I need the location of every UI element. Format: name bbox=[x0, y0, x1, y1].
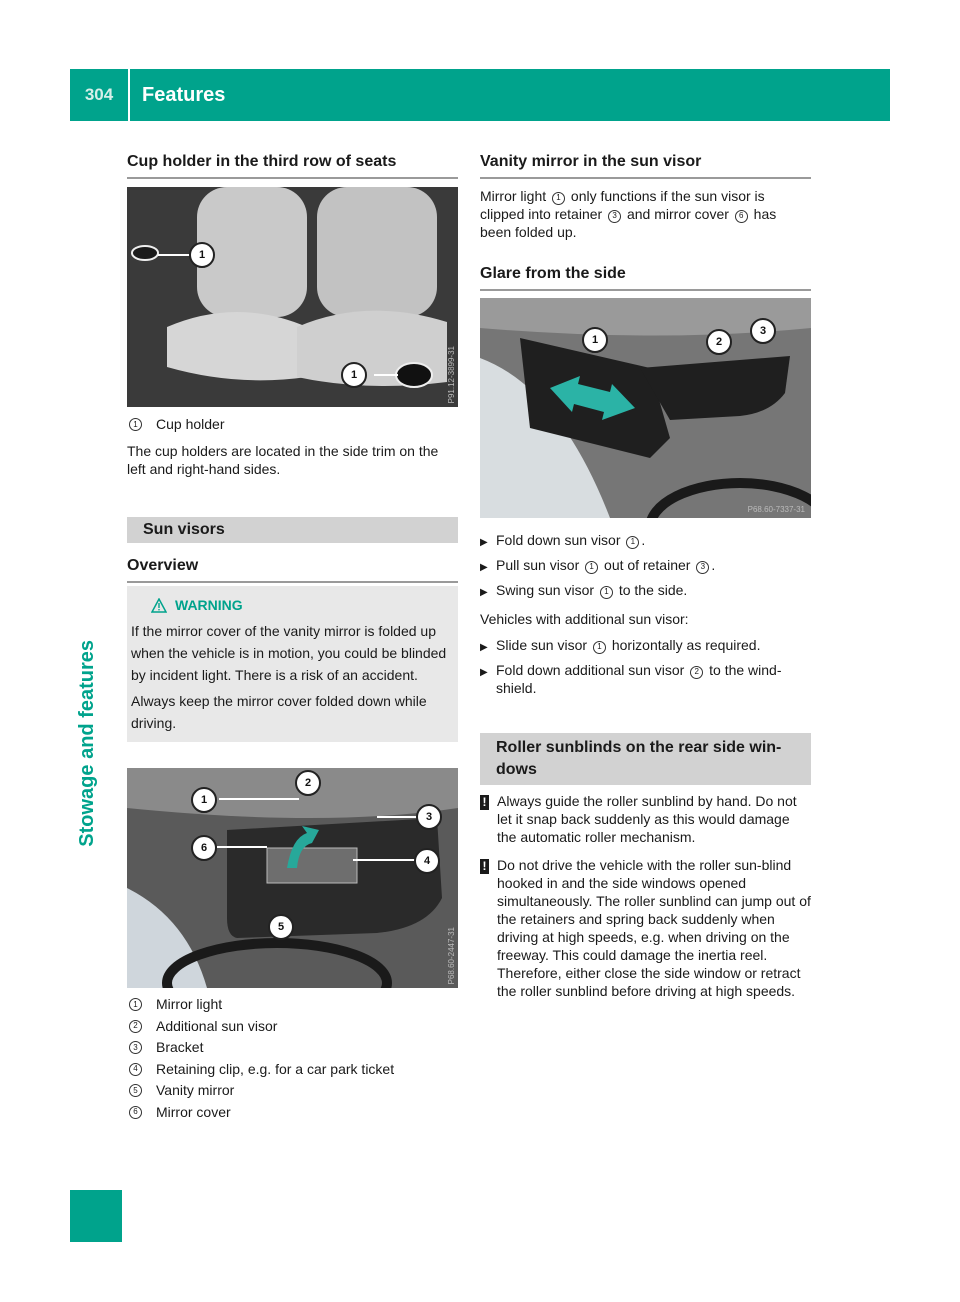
warning-text-2: Always keep the mirror cover folded down while driving. bbox=[131, 693, 427, 731]
glare-heading: Glare from the side bbox=[480, 265, 811, 291]
roller-sunblinds-band: Roller sunblinds on the rear side win-dows bbox=[480, 733, 811, 785]
ref-number: 1 bbox=[585, 561, 598, 574]
legend-text: Mirror cover bbox=[156, 1103, 231, 1120]
step-item bbox=[480, 531, 811, 552]
callout-2: 2 bbox=[706, 329, 732, 355]
callout-4: 4 bbox=[414, 848, 440, 874]
ref-number: 1 bbox=[626, 536, 639, 549]
image-code: P68.60-2447-31 bbox=[447, 926, 456, 984]
note-item bbox=[480, 792, 811, 846]
note-text: Do not drive the vehicle with the roller sun-blind hooked in and the side windows opened simultaneously. The roller sunblind can jump out of the retainers and spring back suddenly when driving at high speeds, e.g. when driving on the freeway. This could damage the inertia reel. Therefore, either close the side window or retract the roller sunblind before driving at high speeds. bbox=[497, 857, 811, 999]
cup-holder-legend bbox=[127, 414, 225, 436]
callout-1: 1 bbox=[582, 327, 608, 353]
legend-text: Mirror light bbox=[156, 996, 223, 1012]
sun-visors-band: Sun visors bbox=[127, 517, 458, 543]
sun-visor-illustration bbox=[127, 768, 458, 988]
warning-title bbox=[127, 594, 458, 616]
step-text: to the side. bbox=[618, 582, 688, 598]
legend-number: 1 bbox=[129, 418, 142, 431]
cup-holder-heading: Cup holder in the third row of seats bbox=[127, 153, 458, 179]
legend-item bbox=[127, 1016, 394, 1038]
callout-1: 1 bbox=[189, 242, 215, 268]
callout-line bbox=[217, 846, 267, 848]
warning-label: WARNING bbox=[175, 597, 243, 613]
note-text: Always guide the roller sunblind by hand. Do not let it snap back suddenly as this would damage the automatic roller mechanism. bbox=[497, 793, 797, 845]
additional-intro: Vehicles with additional sun visor: bbox=[480, 611, 689, 627]
step-text: to the wind-shield. bbox=[496, 662, 782, 696]
callout-3: 3 bbox=[750, 318, 776, 344]
legend-number: 1 bbox=[129, 998, 142, 1011]
seat-illustration bbox=[127, 187, 458, 407]
vanity-text: has been folded up. bbox=[480, 206, 777, 240]
page-number: 304 bbox=[84, 85, 114, 104]
ref-number: 1 bbox=[552, 192, 565, 205]
header-divider bbox=[128, 69, 130, 121]
legend-number: 6 bbox=[129, 1106, 142, 1119]
step-text: horizontally as required. bbox=[611, 637, 761, 653]
legend-number: 5 bbox=[129, 1084, 142, 1097]
step-text: . bbox=[711, 557, 716, 573]
page-header bbox=[70, 69, 890, 121]
step-text: out of retainer bbox=[604, 557, 691, 573]
vanity-mirror-body bbox=[480, 187, 811, 241]
arrow-icon: ▶ bbox=[480, 587, 488, 598]
warning-box bbox=[127, 586, 458, 742]
page-title: Features bbox=[142, 83, 226, 106]
legend-number: 3 bbox=[129, 1041, 142, 1054]
roller-notes bbox=[480, 792, 811, 1000]
image-code: P91.12-3899-31 bbox=[447, 345, 456, 403]
step-text: Fold down sun visor bbox=[496, 532, 621, 548]
callout-3: 3 bbox=[416, 804, 442, 830]
step-item bbox=[480, 581, 811, 602]
callout-2: 2 bbox=[295, 770, 321, 796]
step-item bbox=[480, 661, 811, 697]
ref-number: 6 bbox=[735, 210, 748, 223]
step-item bbox=[480, 556, 811, 577]
chapter-tab bbox=[76, 640, 116, 847]
sun-visor-legend bbox=[127, 994, 394, 1123]
legend-text: Cup holder bbox=[156, 416, 225, 432]
overview-heading: Overview bbox=[127, 557, 458, 583]
caution-icon: ! bbox=[480, 856, 497, 1000]
caution-icon: ! bbox=[480, 792, 497, 846]
step-text: Slide sun visor bbox=[496, 637, 588, 653]
image-code: P68.60-7337-31 bbox=[747, 505, 805, 514]
callout-1: 1 bbox=[191, 787, 217, 813]
ref-number: 1 bbox=[600, 586, 613, 599]
legend-text: Bracket bbox=[156, 1039, 204, 1055]
legend-number: 4 bbox=[129, 1063, 142, 1076]
callout-line bbox=[377, 816, 417, 818]
legend-item bbox=[127, 1080, 394, 1102]
legend-text: Retaining clip, e.g. for a car park ticket bbox=[156, 1060, 395, 1077]
chapter-marker bbox=[70, 1190, 122, 1242]
legend-item bbox=[127, 1059, 394, 1081]
step-text: Swing sun visor bbox=[496, 582, 595, 598]
callout-1: 1 bbox=[341, 362, 367, 388]
callout-line bbox=[353, 859, 415, 861]
callout-line bbox=[158, 254, 190, 256]
legend-text: Vanity mirror bbox=[156, 1082, 235, 1098]
step-text: . bbox=[641, 532, 646, 548]
vanity-text: only functions if the sun visor is clipped into retainer bbox=[480, 188, 765, 222]
legend-item bbox=[127, 1102, 394, 1124]
note-item bbox=[480, 856, 811, 1000]
cup-holder-body: The cup holders are located in the side trim on the left and right-hand sides. bbox=[127, 443, 439, 477]
glare-photo bbox=[480, 298, 811, 518]
chapter-label: Stowage and features bbox=[76, 640, 98, 847]
vanity-text: Mirror light bbox=[480, 188, 547, 204]
warning-text-1: If the mirror cover of the vanity mirror is folded up when the vehicle is in motion, you could be blinded by incident light. There is a risk of an accident. bbox=[131, 623, 447, 683]
cup-holder-photo bbox=[127, 187, 458, 407]
arrow-icon: ▶ bbox=[480, 537, 488, 548]
step-item bbox=[480, 636, 811, 657]
arrow-icon: ▶ bbox=[480, 667, 488, 678]
legend-number: 2 bbox=[129, 1020, 142, 1033]
legend-item bbox=[127, 414, 225, 436]
arrow-icon: ▶ bbox=[480, 562, 488, 573]
ref-number: 2 bbox=[690, 666, 703, 679]
ref-number: 3 bbox=[696, 561, 709, 574]
callout-line bbox=[219, 798, 299, 800]
glare-steps bbox=[480, 531, 811, 697]
arrow-icon: ▶ bbox=[480, 642, 488, 653]
callout-line bbox=[374, 374, 398, 376]
vanity-mirror-heading: Vanity mirror in the sun visor bbox=[480, 153, 811, 179]
callout-6: 6 bbox=[191, 835, 217, 861]
ref-number: 1 bbox=[593, 641, 606, 654]
warning-triangle-icon bbox=[151, 598, 167, 613]
vanity-text: and mirror cover bbox=[626, 206, 729, 222]
step-text: Fold down additional sun visor bbox=[496, 662, 685, 678]
sun-visor-photo bbox=[127, 768, 458, 988]
legend-text: Additional sun visor bbox=[156, 1017, 278, 1034]
legend-item bbox=[127, 1037, 394, 1059]
ref-number: 3 bbox=[608, 210, 621, 223]
callout-5: 5 bbox=[268, 914, 294, 940]
legend-item bbox=[127, 994, 394, 1016]
step-text: Pull sun visor bbox=[496, 557, 580, 573]
